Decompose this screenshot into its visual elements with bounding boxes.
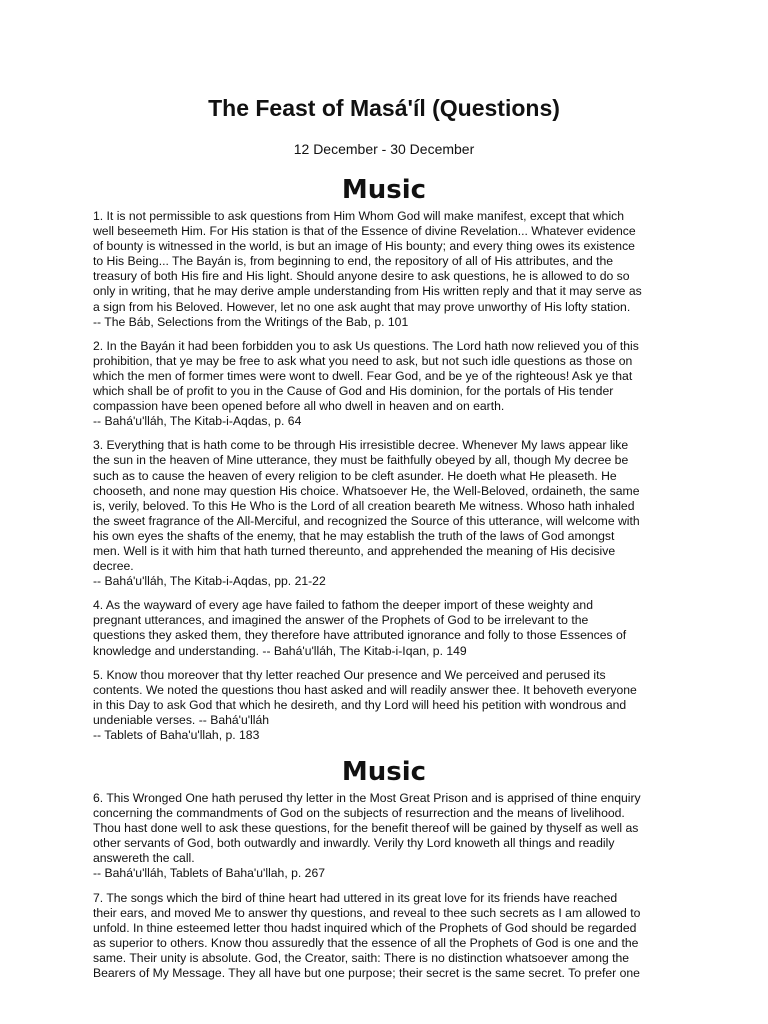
- quotation-paragraph: [93, 598, 675, 658]
- section-body-1: [93, 209, 675, 743]
- paragraph-line: other servants of God, both outwardly and inwardly. Verily thy Lord knoweth all things and readily: [93, 836, 615, 851]
- paragraph-line: treasury of both His fire and His light. Should anyone desire to ask questions, he is allowed to do so: [93, 269, 630, 284]
- paragraph-line: answereth the call.: [93, 851, 195, 866]
- paragraph-line: of bounty is witnessed in the world, is but an image of His bounty; and every thing owes its existence: [93, 239, 635, 254]
- paragraph-line: -- Tablets of Baha'u'llah, p. 183: [93, 728, 260, 742]
- paragraph-line: -- Bahá'u'lláh, Tablets of Baha'u'llah, p. 267: [93, 866, 325, 881]
- paragraph-line: -- Bahá'u'lláh, The Kitab-i-Aqdas, pp. 21-22: [93, 574, 326, 589]
- paragraph-line: Thou hast done well to ask these questions, for the benefit thereof will be gained by thyself as well as: [93, 821, 639, 836]
- paragraph-line: 4. As the wayward of every age have failed to fathom the deeper import of these weighty and: [93, 598, 593, 613]
- paragraph-line: 6. This Wronged One hath perused thy letter in the Most Great Prison and is apprised of thine enquiry: [93, 791, 641, 805]
- feast-dates: 12 December - 30 December: [293, 141, 475, 157]
- quotation-paragraph: [93, 209, 675, 330]
- paragraph-line: is, verily, beloved. To this He Who is the Lord of all creation beareth Me witness. Whoso hath inhaled: [93, 498, 635, 513]
- paragraph-line: as superior to others. Know thou assuredly that the essence of all the Prophets of God is one and the: [93, 935, 639, 950]
- paragraph-line: his own eyes the shafts of the enemy, that he may establish the truth of the laws of God amongst: [93, 528, 615, 543]
- paragraph-line: 7. The songs which the bird of thine heart had uttered in its great love for its friends have reached: [93, 890, 618, 905]
- paragraph-line: chooseth, and none may question His choice. Whatsoever He, the Well-Beloved, ordaineth, the same: [93, 483, 640, 498]
- paragraph-line: same. Their unity is absolute. God, the Creator, saith: There is no distinction whatsoever among the: [93, 950, 630, 965]
- paragraph-line: 3. Everything that is hath come to be through His irresistible decree. Whenever My laws appear like: [93, 438, 629, 453]
- paragraph-line: 2. In the Bayán it had been forbidden you to ask Us questions. The Lord hath now relieved you of this: [93, 338, 639, 353]
- paragraph-line: 5. Know thou moreover that thy letter reached Our presence and We perceived and perused its: [93, 667, 606, 682]
- quotation-paragraph: [93, 791, 675, 882]
- quotation-paragraph: [93, 339, 675, 430]
- paragraph-line: -- The Báb, Selections from the Writings of the Bab, p. 101: [93, 314, 409, 329]
- paragraph-line: questions they asked them, they therefore have attributed ignorance and folly to those Essences of: [93, 628, 627, 643]
- section-body-2: [93, 791, 675, 981]
- paragraph-line: which shall be of profit to you in the Cause of God and His dominion, for the portals of His tender: [93, 384, 614, 399]
- paragraph-line: the sweet fragrance of the All-Merciful, and recognized the Source of this utterance, will welcome with: [93, 513, 640, 528]
- paragraph-line: knowledge and understanding. -- Bahá'u'lláh, The Kitab-i-Iqan, p. 149: [93, 643, 467, 658]
- quotation-paragraph: [93, 438, 675, 589]
- paragraph-line: contents. We noted the questions thou hast asked and will readily answer thee. It behoveth everyone: [93, 682, 637, 697]
- paragraph-line: prohibition, that ye may be free to ask what you need to ask, but not such idle questions as those on: [93, 353, 633, 368]
- paragraph-line: men. Well is it with him that hath turned thereunto, and apprehended the meaning of His decisive: [93, 543, 616, 558]
- paragraph-line: their ears, and moved Me to answer thy questions, and reveal to thee such secrets as I am allowed to: [93, 905, 641, 920]
- paragraph-line: pregnant utterances, and imagined the answer of the Prophets of God to be irrelevant to the: [93, 613, 589, 628]
- paragraph-line: unfold. In thine esteemed letter thou hadst inquired which of the Prophets of God should be regarded: [93, 920, 637, 935]
- section-heading-music-2: Music: [341, 757, 427, 787]
- paragraph-line: -- Bahá'u'lláh, The Kitab-i-Aqdas, p. 64: [93, 414, 302, 429]
- paragraph-line: concerning the commandments of God on the subjects of resurrection and the means of livelihood.: [93, 806, 625, 821]
- paragraph-line: compassion have been opened before all who dwell in heaven and on earth.: [93, 399, 505, 414]
- quotation-paragraph: [93, 891, 675, 982]
- paragraph-line: the sun in the heaven of Mine utterance, they must be faithfully obeyed by all, though My decree be: [93, 453, 629, 468]
- paragraph-line: decree.: [93, 559, 134, 574]
- paragraph-line: only in writing, that he may derive ample understanding from His written reply and that it may serve as: [93, 284, 642, 299]
- paragraph-line: such as to cause the heaven of every religion to be cleft asunder. He doeth what He pleaseth. He: [93, 468, 617, 483]
- paragraph-line: a sign from his Beloved. However, let no one ask aught that may prove unworthy of His lofty station.: [93, 299, 631, 314]
- paragraph-line: well beseemeth Him. For His station is that of the Essence of divine Revelation... Whatever evidence: [93, 224, 636, 239]
- paragraph-line: 1. It is not permissible to ask questions from Him Whom God will make manifest, except that which: [93, 209, 625, 223]
- document-title: The Feast of Masá'íl (Questions): [208, 95, 560, 121]
- paragraph-line: which the men of former times were wont to dwell. Fear God, and be ye of the righteous! Ask ye that: [93, 368, 633, 383]
- quotation-paragraph: [93, 668, 675, 743]
- paragraph-line: in this Day to ask God that which he desireth, and thy Lord will heed his petition with wondrous and: [93, 697, 627, 712]
- paragraph-line: Bearers of My Message. They all have but one purpose; their secret is the same secret. To prefer one: [93, 966, 640, 981]
- paragraph-line: undeniable verses. -- Bahá'u'lláh: [93, 712, 270, 727]
- section-heading-music-1: Music: [341, 175, 427, 205]
- paragraph-line: to His Being... The Bayán is, from beginning to end, the repository of all of His attributes, and the: [93, 254, 614, 269]
